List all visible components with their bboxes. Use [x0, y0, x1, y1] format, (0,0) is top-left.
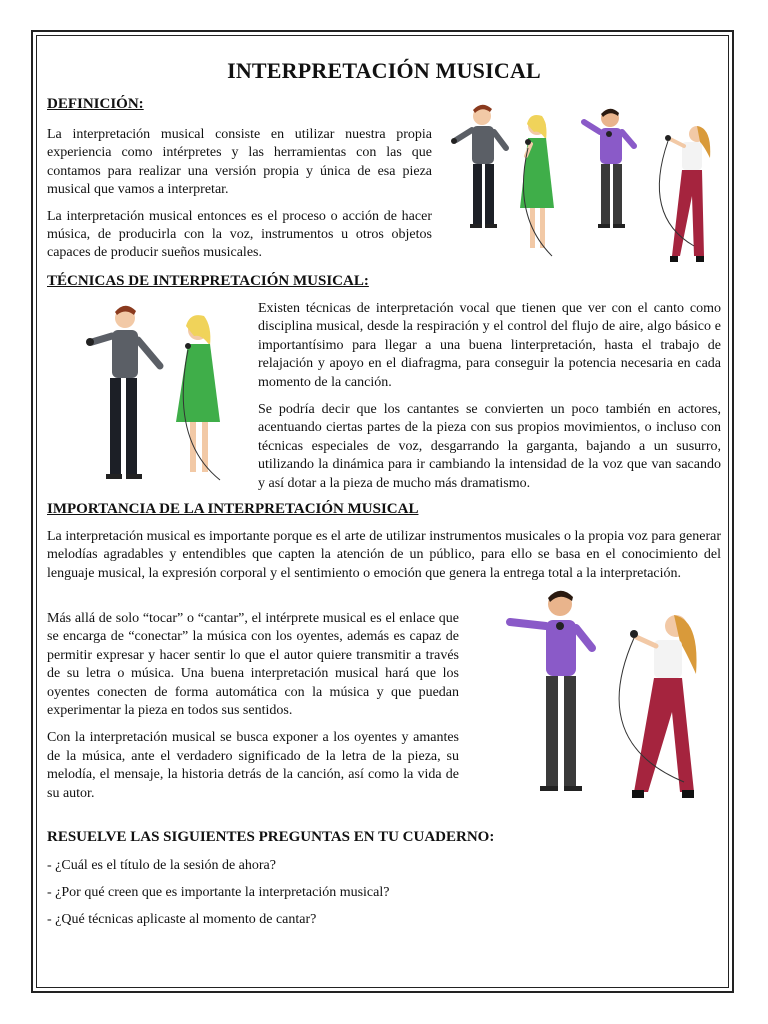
page-title: INTERPRETACIÓN MUSICAL: [227, 58, 541, 83]
two-singers-illustration: [70, 300, 245, 490]
definicion-heading-block: [47, 96, 144, 113]
singer-man-purple-figure: [510, 591, 592, 791]
preguntas-list: [47, 857, 721, 929]
singer-woman-crimson-figure: [659, 126, 710, 262]
singer-man-purple-figure: [584, 109, 634, 228]
question-item: - ¿Cuál es el título de la sesión de ahora?: [47, 858, 276, 873]
question-item: - ¿Qué técnicas aplicaste al momento de cantar?: [47, 912, 317, 927]
importancia-intro: [47, 528, 721, 583]
singer-man-gray-figure: [451, 105, 506, 228]
singer-woman-crimson-figure: [619, 615, 696, 798]
importancia-heading: IMPORTANCIA DE LA INTERPRETACIÓN MUSICAL: [47, 501, 419, 517]
definicion-body: [47, 126, 432, 263]
definicion-paragraph-1: La interpretación musical consiste en utilizar nuestra propia experiencia como intérpretes y las herramientas con las que contamos para realizar una versión propia y única de esa pieza musical que vamos a interpretar.: [47, 127, 432, 198]
importancia-heading-block: [47, 501, 418, 518]
singer-woman-green-figure: [176, 315, 220, 480]
duet-singers-illustration: [488, 582, 720, 802]
singer-man-gray-figure: [86, 306, 160, 479]
tecnicas-heading: TÉCNICAS DE INTERPRETACIÓN MUSICAL:: [47, 273, 369, 289]
question-item: - ¿Por qué creen que es importante la interpretación musical?: [47, 885, 390, 900]
definicion-paragraph-2: La interpretación musical entonces es el proceso o acción de hacer música, de producirla con la voz, instrumentos u otros objetos capaces de producir sueños musicales.: [47, 208, 432, 261]
page-title-block: [40, 58, 728, 84]
tecnicas-heading-block: [47, 273, 369, 290]
preguntas-heading: RESUELVE LAS SIGUIENTES PREGUNTAS EN TU CUADERNO:: [47, 829, 495, 845]
four-singers-illustration: [442, 96, 728, 271]
tecnicas-paragraph-1: Existen técnicas de interpretación vocal que tienen que ver con el canto como disciplina musical, desde la respiración y el control del flujo de aire, algo básico e importantísimo para llegar a una buena linterpretación, hasta el trabajo de relajación y apoyo en el diafragma, para conseguir la potencia necesaria en cada momento de la canción.: [258, 301, 721, 390]
preguntas-heading-block: [47, 829, 494, 846]
definicion-heading: DEFINICIÓN:: [47, 96, 144, 112]
importancia-paragraph-1: La interpretación musical es importante porque es el arte de utilizar instrumentos musicales o la propia voz para generar melodías agradables y entendibles que capten la atención de un público, para ello se basa en el conocimiento del lenguaje musical, la expresión corporal y el sentimiento o emoción que genera la entrega total a la interpretación.: [47, 529, 721, 581]
importancia-body: [47, 610, 459, 803]
tecnicas-paragraph-2: Se podría decir que los cantantes se convierten un poco también en actores, acentuando ciertas partes de la pieza con sus propios movimientos, o incluso con técnicas especiales de voz, desgarrando la garganta, bajando a un susurro, utilizando la dinámica para ir cambiando la intensidad de la voz que van sacando y así dotar a la pieza de mucho más dramatismo.: [258, 402, 721, 491]
tecnicas-body: [258, 300, 721, 493]
importancia-paragraph-3: Con la interpretación musical se busca exponer a los oyentes y amantes de la música, ante el verdadero significado de la letra de la pieza, su melodía, el mensaje, la historia detrás de la canción, así como la vida de su autor.: [47, 730, 459, 801]
singer-woman-green-figure: [520, 115, 554, 256]
importancia-paragraph-2: Más allá de solo “tocar” o “cantar”, el intérprete musical es el enlace que se encarga de “conectar” la música con los oyentes, además es capaz de permitir expresar y hacer sentir lo que el autor quiere transmitir a través de su letra o música. Una buena interpretación musical hará que los oyentes conecten de forma automática con la música y que puedan experimentar la pieza en todos sus sentidos.: [47, 611, 459, 719]
